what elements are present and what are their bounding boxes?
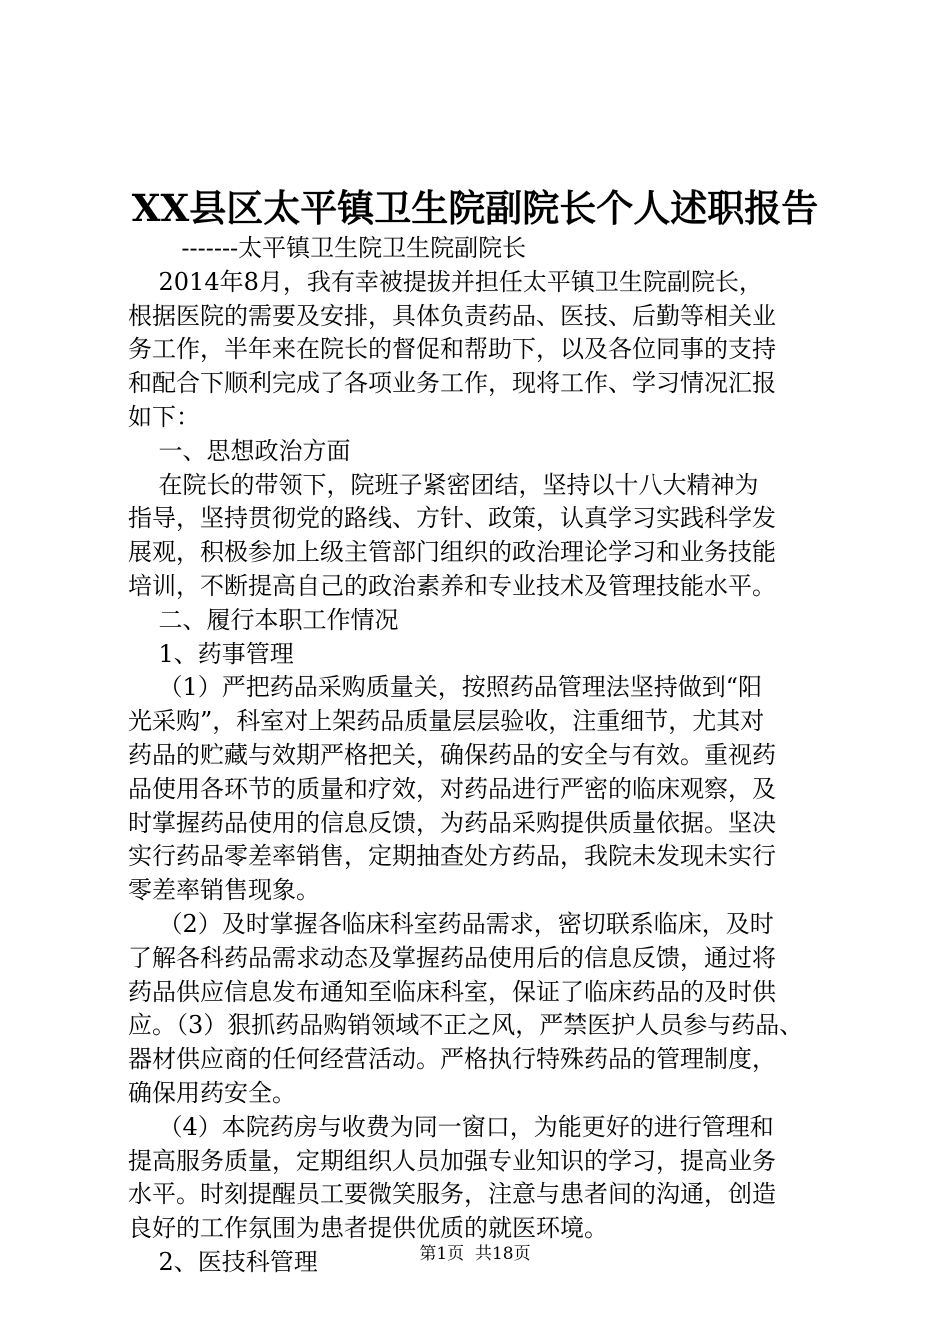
body-line: 在院长的带领下，院班子紧密团结，坚持以十八大精神为 [128, 470, 759, 499]
body-line: 品使用各环节的质量和疗效，对药品进行严密的临床观察，及 [128, 774, 776, 803]
body-line: 展观，积极参加上级主管部门组织的政治理论学习和业务技能 [128, 538, 776, 567]
body-line: （4）本院药房与收费为同一窗口，为能更好的进行管理和 [128, 1112, 774, 1141]
body-line: 二、履行本职工作情况 [128, 605, 399, 634]
body-line: 良好的工作氛围为患者提供优质的就医环境。 [128, 1214, 608, 1243]
body-line: 根据医院的需要及安排，具体负责药品、医技、后勤等相关业 [128, 301, 776, 330]
body-line: 如下： [128, 402, 200, 431]
body-line: 和配合下顺利完成了各项业务工作，现将工作、学习情况汇报 [128, 369, 776, 398]
body-line: 光采购”，科室对上架药品质量层层验收，注重细节，尤其对 [128, 707, 765, 736]
body-line: 了解各科药品需求动态及掌握药品使用后的信息反馈，通过将 [128, 943, 776, 972]
body-line: 药品供应信息发布通知至临床科室，保证了临床药品的及时供 [128, 977, 776, 1006]
body-line: 零差率销售现象。 [128, 876, 320, 905]
body-line: 务工作，半年来在院长的督促和帮助下，以及各位同事的支持 [128, 335, 776, 364]
body-line: 1、药事管理 [128, 639, 294, 668]
body-line: 2、医技科管理 [128, 1247, 318, 1276]
body-line: -------太平镇卫生院卫生院副院长 [128, 234, 527, 262]
document-body [128, 232, 828, 1280]
body-line: 指导，坚持贯彻党的路线、方针、政策，认真学习实践科学发 [128, 504, 776, 533]
body-line: 实行药品零差率销售，定期抽查处方药品，我院未发现未实行 [128, 842, 776, 871]
body-line: （1）严把药品采购质量关，按照药品管理法坚持做到“阳 [128, 673, 763, 702]
body-line: 时掌握药品使用的信息反馈，为药品采购提供质量依据。坚决 [128, 808, 776, 837]
body-line: 应。（3）狠抓药品购销领域不正之风，严禁医护人员参与药品、 [128, 1011, 804, 1040]
body-line: 药品的贮藏与效期严格把关，确保药品的安全与有效。重视药 [128, 740, 776, 769]
page-number-footer: 第1页 共18页 [419, 1244, 531, 1264]
body-line: 确保用药安全。 [128, 1078, 296, 1107]
body-line: 培训，不断提高自己的政治素养和专业技术及管理技能水平。 [128, 571, 776, 600]
body-line: 一、思想政治方面 [128, 436, 351, 465]
body-line: （2）及时掌握各临床科室药品需求，密切联系临床，及时 [128, 909, 774, 938]
body-line: 2014年8月，我有幸被提拔并担任太平镇卫生院副院长， [128, 267, 763, 296]
document-title: XX县区太平镇卫生院副院长个人述职报告 [131, 186, 819, 230]
body-line: 器材供应商的任何经营活动。严格执行特殊药品的管理制度， [128, 1045, 776, 1074]
body-line: 水平。时刻提醒员工要微笑服务，注意与患者间的沟通，创造 [128, 1180, 776, 1209]
body-line: 提高服务质量，定期组织人员加强专业知识的学习，提高业务 [128, 1146, 776, 1175]
